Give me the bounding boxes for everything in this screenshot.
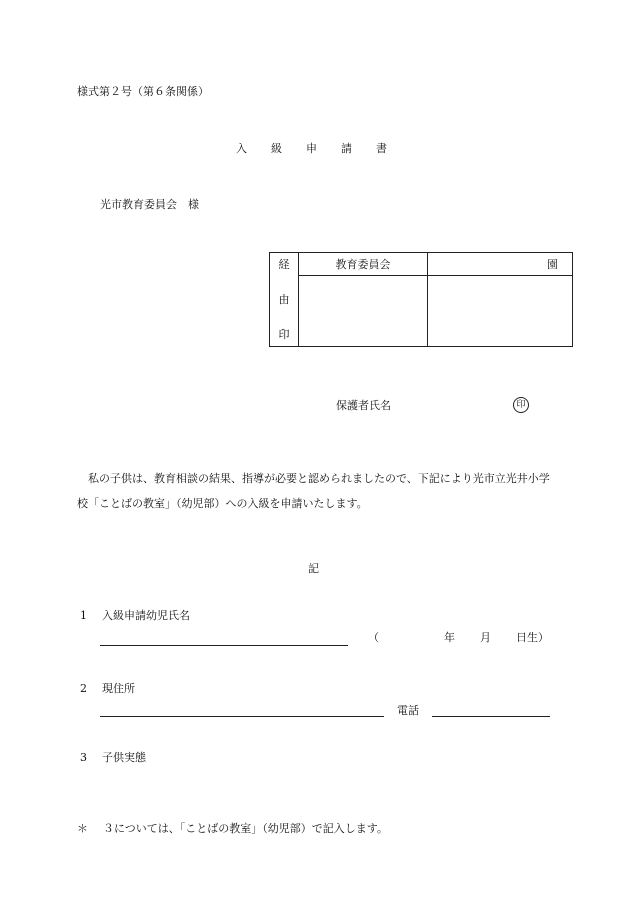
guardian-name-label: 保護者氏名 (336, 399, 391, 412)
footnote (77, 823, 388, 834)
item-child-name (80, 610, 190, 621)
document-title (236, 143, 411, 154)
item-address (80, 683, 135, 694)
form-number: 様式第２号（第６条関係） (77, 85, 209, 98)
kindergarten-header: 園 (428, 253, 573, 276)
application-statement (77, 466, 557, 516)
seal-mark: 印 (513, 397, 529, 413)
board-of-education-header: 教育委員会 (299, 253, 428, 276)
item-label: 現住所 (102, 682, 135, 695)
item-number: 2 (80, 682, 87, 695)
dob-month-label: 月 (480, 631, 491, 644)
address-input-line[interactable] (100, 716, 384, 717)
routing-stamp-box (269, 252, 573, 347)
ki-heading: 記 (308, 562, 319, 575)
item-label: 入級申請幼児氏名 (102, 609, 190, 622)
side-char: 印 (278, 328, 290, 341)
routing-side-label (270, 253, 299, 347)
title-char: 級 (271, 142, 282, 155)
board-of-education-stamp-cell[interactable] (299, 276, 428, 347)
addressee: 光市教育委員会 様 (100, 198, 199, 211)
kindergarten-stamp-cell[interactable] (428, 276, 573, 347)
phone-input-line[interactable] (432, 716, 550, 717)
title-char: 書 (376, 142, 387, 155)
title-char: 請 (341, 142, 352, 155)
dob-year-label: 年 (444, 631, 455, 644)
item-child-condition (80, 752, 146, 763)
footnote-text: ３については、「ことばの教室」（幼児部）で記入します。 (103, 822, 388, 835)
phone-label: 電話 (397, 704, 419, 717)
footnote-mark: ＊ (77, 822, 88, 835)
title-char: 入 (236, 142, 247, 155)
statement-text: 私の子供は、教育相談の結果、指導が必要と認められましたので、下記により光市立光井小学校「ことばの教室」（幼児部）への入級を申請いたします。 (77, 472, 550, 510)
item-number: 1 (80, 609, 87, 622)
title-char: 申 (306, 142, 317, 155)
side-char: 由 (278, 293, 290, 306)
dob-day-label: 日生） (516, 631, 549, 644)
child-name-input-line[interactable] (100, 645, 348, 646)
item-number: 3 (80, 751, 87, 764)
dob-open-paren: （ (368, 631, 379, 644)
item-label: 子供実態 (102, 751, 146, 764)
side-char: 経 (278, 258, 290, 271)
